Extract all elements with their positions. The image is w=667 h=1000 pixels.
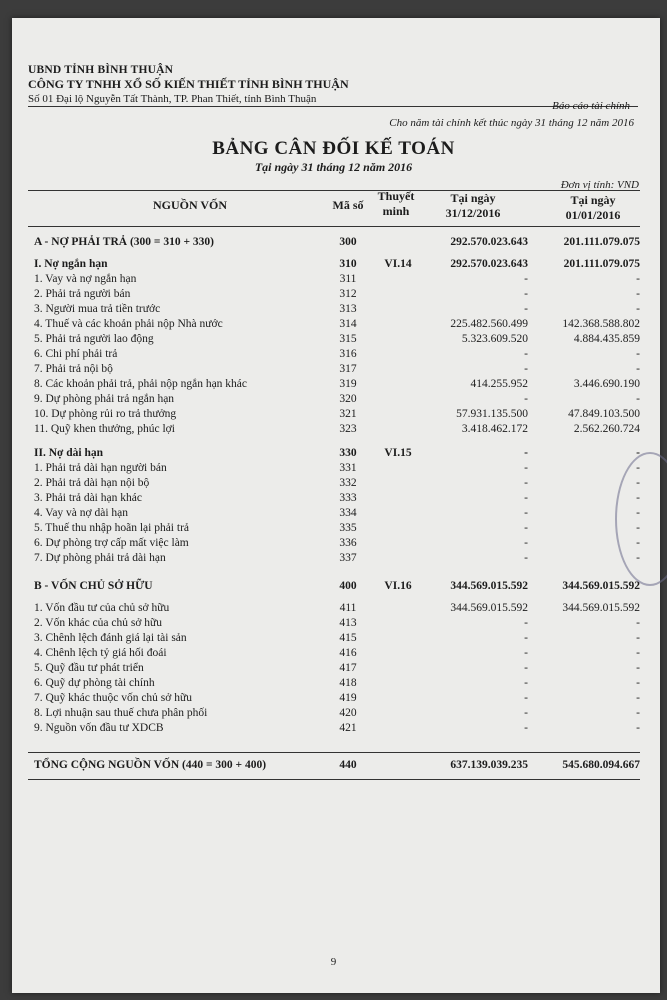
row-current-value: - <box>524 647 528 659</box>
row-name: 7. Phải trả nội bộ <box>34 363 113 375</box>
column-header-note-line2: minh <box>382 204 410 218</box>
row-code: 419 <box>339 692 357 704</box>
row-name: I. Nợ ngắn hạn <box>34 258 108 270</box>
row-name: A - NỢ PHẢI TRẢ (300 = 310 + 330) <box>34 236 214 248</box>
table-row <box>28 318 640 332</box>
table-row <box>28 662 640 676</box>
row-code: 400 <box>339 580 357 592</box>
row-previous-value: 545.680.094.667 <box>562 759 640 771</box>
row-previous-value: 142.368.588.802 <box>562 318 640 330</box>
row-current-value: 3.418.462.172 <box>461 423 528 435</box>
row-code: 300 <box>339 236 357 248</box>
row-previous-value: - <box>636 303 640 315</box>
row-previous-value: - <box>636 393 640 405</box>
currency-unit: Đơn vị tính: VND <box>560 179 639 191</box>
row-previous-value: - <box>636 662 640 674</box>
row-name: 5. Phải trả người lao động <box>34 333 154 345</box>
row-previous-value: - <box>636 288 640 300</box>
row-current-value: 292.570.023.643 <box>450 258 528 270</box>
row-current-value: 414.255.952 <box>470 378 528 390</box>
row-name: 6. Dự phòng trợ cấp mất việc làm <box>34 537 189 549</box>
row-current-value: - <box>524 522 528 534</box>
row-name: 1. Phải trả dài hạn người bán <box>34 462 167 474</box>
row-previous-value: - <box>636 537 640 549</box>
table-row <box>28 333 640 347</box>
table-row <box>28 580 640 594</box>
table-row <box>28 602 640 616</box>
row-previous-value: 201.111.079.075 <box>563 236 640 248</box>
row-previous-value: 4.884.435.859 <box>573 333 640 345</box>
column-header-source: NGUỒN VỐN <box>152 198 228 212</box>
page-subtitle: Tại ngày 31 tháng 12 năm 2016 <box>254 160 413 174</box>
table-row <box>28 617 640 631</box>
row-name: 1. Vốn đầu tư của chủ sở hữu <box>34 602 170 614</box>
row-current-value: - <box>524 288 528 300</box>
row-previous-value: 344.569.015.592 <box>562 602 640 614</box>
row-current-value: - <box>524 348 528 360</box>
row-current-value: 225.482.560.499 <box>450 318 528 330</box>
row-previous-value: - <box>636 522 640 534</box>
row-name: 3. Chênh lệch đánh giá lại tài sản <box>34 632 187 644</box>
table-row <box>28 236 640 250</box>
column-header-previous-line2: 01/01/2016 <box>565 208 621 222</box>
row-name: 11. Quỹ khen thưởng, phúc lợi <box>34 423 175 435</box>
table-row <box>28 537 640 551</box>
page-number: 9 <box>330 956 337 968</box>
row-current-value: - <box>524 303 528 315</box>
table-row <box>28 522 640 536</box>
table-row <box>28 393 640 407</box>
row-previous-value: - <box>636 707 640 719</box>
table-row <box>28 273 640 287</box>
table-row <box>28 303 640 317</box>
row-note: VI.16 <box>384 580 412 592</box>
row-previous-value: - <box>636 273 640 285</box>
row-code: 440 <box>339 759 357 771</box>
row-name: TỔNG CỘNG NGUỒN VỐN (440 = 300 + 400) <box>34 759 267 771</box>
column-header-current-line2: 31/12/2016 <box>445 206 501 220</box>
table-row <box>28 552 640 566</box>
row-code: 310 <box>339 258 357 270</box>
table-row <box>28 258 640 272</box>
row-previous-value: 47.849.103.500 <box>568 408 640 420</box>
row-code: 331 <box>339 462 357 474</box>
row-name: 9. Nguồn vốn đầu tư XDCB <box>34 722 164 734</box>
row-previous-value: - <box>636 462 640 474</box>
table-row <box>28 492 640 506</box>
row-current-value: - <box>524 552 528 564</box>
row-name: 2. Phải trả dài hạn nội bộ <box>34 477 150 489</box>
page-title: BẢNG CÂN ĐỐI KẾ TOÁN <box>212 138 455 159</box>
row-previous-value: - <box>636 507 640 519</box>
row-name: 5. Quỹ đầu tư phát triển <box>34 662 144 674</box>
row-current-value: 5.323.609.520 <box>461 333 528 345</box>
table-header-rule <box>28 226 640 227</box>
row-code: 420 <box>339 707 357 719</box>
column-header-current-line1: Tại ngày <box>450 191 496 205</box>
row-previous-value: - <box>636 552 640 564</box>
report-period: Cho năm tài chính kết thúc ngày 31 tháng 12 năm 2016 <box>389 117 634 129</box>
table-row <box>28 288 640 302</box>
row-current-value: - <box>524 677 528 689</box>
row-current-value: 57.931.135.500 <box>456 408 528 420</box>
row-note: VI.15 <box>384 447 412 459</box>
report-type: Báo cáo tài chính <box>552 100 630 112</box>
row-name: 6. Chi phí phải trả <box>34 348 118 360</box>
row-current-value: - <box>524 273 528 285</box>
column-header-previous <box>548 193 638 223</box>
row-code: 321 <box>339 408 357 420</box>
row-current-value: - <box>524 447 528 459</box>
row-previous-value: 344.569.015.592 <box>562 580 640 592</box>
row-code: 415 <box>339 632 357 644</box>
row-previous-value: 3.446.690.190 <box>573 378 640 390</box>
row-code: 311 <box>339 273 357 285</box>
row-name: II. Nợ dài hạn <box>34 447 104 459</box>
table-row <box>28 677 640 691</box>
row-current-value: - <box>524 707 528 719</box>
row-previous-value: - <box>636 348 640 360</box>
row-previous-value: - <box>636 692 640 704</box>
row-previous-value: - <box>636 632 640 644</box>
row-name: 3. Người mua trả tiền trước <box>34 303 161 315</box>
table-row <box>28 647 640 661</box>
row-current-value: - <box>524 617 528 629</box>
row-current-value: - <box>524 692 528 704</box>
row-current-value: 292.570.023.643 <box>450 236 528 248</box>
report-header <box>28 64 638 129</box>
row-previous-value: - <box>636 363 640 375</box>
row-previous-value: - <box>636 677 640 689</box>
row-name: 8. Lợi nhuận sau thuế chưa phân phối <box>34 707 208 719</box>
row-code: 416 <box>339 647 357 659</box>
province-name: UBND TỈNH BÌNH THUẬN <box>28 64 174 76</box>
row-name: 7. Dự phòng phải trả dài hạn <box>34 552 166 564</box>
row-current-value: - <box>524 492 528 504</box>
row-code: 330 <box>339 447 357 459</box>
row-code: 320 <box>339 393 357 405</box>
table-row <box>28 722 640 736</box>
row-name: 2. Phải trả người bán <box>34 288 131 300</box>
company-name: CÔNG TY TNHH XỔ SỐ KIẾN THIẾT TỈNH BÌNH THUẬN <box>28 77 349 91</box>
row-previous-value: - <box>636 447 640 459</box>
table-row <box>28 632 640 646</box>
row-current-value: - <box>524 537 528 549</box>
table-top-rule <box>28 190 640 191</box>
row-code: 319 <box>339 378 357 390</box>
table-row <box>28 462 640 476</box>
row-name: 3. Phải trả dài hạn khác <box>34 492 142 504</box>
row-previous-value: - <box>636 617 640 629</box>
table-row <box>28 348 640 362</box>
row-note: VI.14 <box>384 258 412 270</box>
row-name: 6. Quỹ dự phòng tài chính <box>34 677 155 689</box>
row-current-value: 344.569.015.592 <box>450 580 528 592</box>
row-previous-value: - <box>636 477 640 489</box>
table-row <box>28 447 640 461</box>
row-code: 312 <box>339 288 357 300</box>
table-row <box>28 378 640 392</box>
row-code: 332 <box>339 477 357 489</box>
row-code: 314 <box>339 318 357 330</box>
row-name: 4. Chênh lệch tỷ giá hối đoái <box>34 647 167 659</box>
row-current-value: - <box>524 722 528 734</box>
row-current-value: 344.569.015.592 <box>450 602 528 614</box>
row-current-value: - <box>524 462 528 474</box>
row-code: 313 <box>339 303 357 315</box>
column-header-code: Mã số <box>332 198 364 212</box>
table-row <box>28 759 640 773</box>
row-name: 5. Thuế thu nhập hoãn lại phải trả <box>34 522 189 534</box>
row-code: 421 <box>339 722 357 734</box>
row-code: 336 <box>339 537 357 549</box>
row-code: 418 <box>339 677 357 689</box>
row-code: 323 <box>339 423 357 435</box>
table-row <box>28 507 640 521</box>
row-current-value: - <box>524 477 528 489</box>
row-name: 4. Vay và nợ dài hạn <box>34 507 129 519</box>
table-row <box>28 363 640 377</box>
row-name: 8. Các khoản phải trả, phải nộp ngắn hạn khác <box>34 378 248 390</box>
column-header-previous-line1: Tại ngày <box>570 193 616 207</box>
column-header-note-line1: Thuyết <box>377 189 415 203</box>
row-current-value: 637.139.039.235 <box>450 759 528 771</box>
row-current-value: - <box>524 507 528 519</box>
row-code: 337 <box>339 552 357 564</box>
row-name: 7. Quỹ khác thuộc vốn chủ sở hữu <box>34 692 192 704</box>
row-name: 9. Dự phòng phải trả ngắn hạn <box>34 393 175 405</box>
row-code: 335 <box>339 522 357 534</box>
total-row <box>28 752 640 780</box>
row-current-value: - <box>524 632 528 644</box>
table-row <box>28 477 640 491</box>
row-current-value: - <box>524 662 528 674</box>
row-code: 411 <box>339 602 357 614</box>
column-header-current <box>428 191 518 221</box>
row-previous-value: 2.562.260.724 <box>573 423 640 435</box>
row-code: 317 <box>339 363 357 375</box>
row-current-value: - <box>524 363 528 375</box>
row-previous-value: - <box>636 722 640 734</box>
row-name: 10. Dự phòng rủi ro trả thưởng <box>34 408 177 420</box>
row-code: 333 <box>339 492 357 504</box>
table-row <box>28 423 640 437</box>
row-previous-value: - <box>636 647 640 659</box>
row-code: 417 <box>339 662 357 674</box>
row-name: 2. Vốn khác của chủ sở hữu <box>34 617 163 629</box>
row-code: 316 <box>339 348 357 360</box>
row-name: 4. Thuế và các khoản phải nộp Nhà nước <box>34 318 223 330</box>
table-row <box>28 707 640 721</box>
column-header-note <box>372 189 420 219</box>
row-previous-value: - <box>636 492 640 504</box>
row-name: B - VỐN CHỦ SỞ HỮU <box>34 580 153 592</box>
row-code: 334 <box>339 507 357 519</box>
table-row <box>28 408 640 422</box>
row-name: 1. Vay và nợ ngắn hạn <box>34 273 137 285</box>
table-row <box>28 692 640 706</box>
row-code: 413 <box>339 617 357 629</box>
row-current-value: - <box>524 393 528 405</box>
row-code: 315 <box>339 333 357 345</box>
company-address: Số 01 Đại lộ Nguyễn Tất Thành, TP. Phan Thiết, tỉnh Bình Thuận <box>28 93 638 107</box>
row-previous-value: 201.111.079.075 <box>563 258 640 270</box>
